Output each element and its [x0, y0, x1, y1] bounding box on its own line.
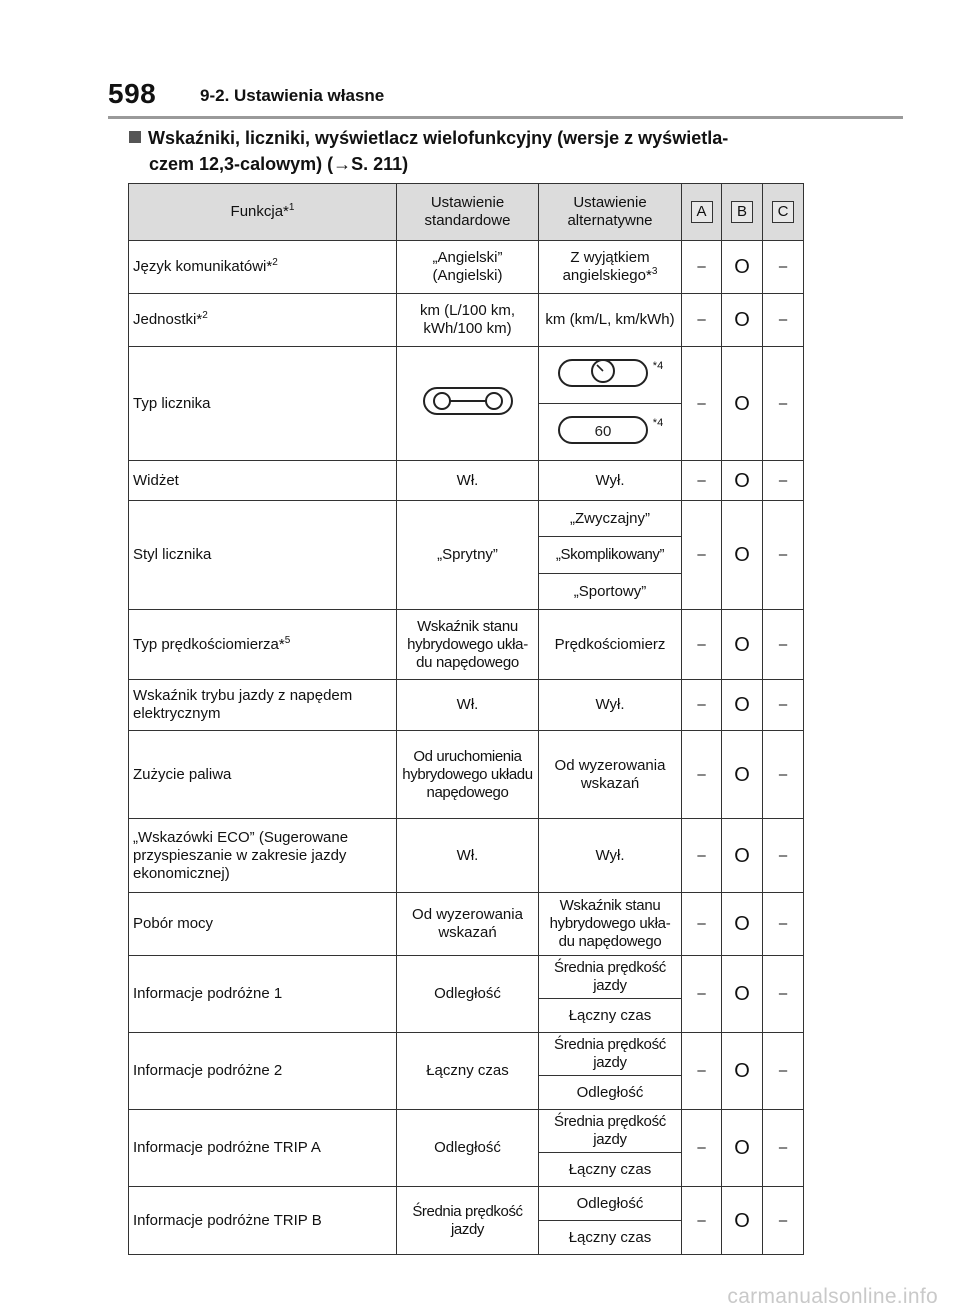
mark-c: –: [763, 1187, 804, 1255]
mark-c: –: [763, 501, 804, 610]
mark-a: –: [682, 347, 722, 461]
footnote-4: *4: [652, 359, 664, 372]
letter-a-icon: A: [691, 201, 713, 223]
table-row: [129, 731, 804, 819]
default-cell: Odległość: [397, 1110, 539, 1187]
mark-b: O: [722, 956, 763, 1033]
mark-b: O: [722, 1110, 763, 1187]
default-cell: km (L/100 km, kWh/100 km): [397, 294, 539, 347]
alt-cell: „Zwyczajny”: [539, 501, 682, 537]
default-cell: Wł.: [397, 680, 539, 731]
subsection-line2: [129, 151, 809, 177]
svg-text:60: 60: [594, 422, 612, 440]
default-cell: Wskaźnik stanu hybrydowego ukła-du napędowego: [397, 610, 539, 680]
func-cell: Typ licznika: [129, 347, 397, 461]
alt-cell: [539, 404, 682, 461]
table-row: [129, 461, 804, 501]
subsection-line1: Wskaźniki, liczniki, wyświetlacz wielofunkcyjny (wersje z wyświetla-: [148, 128, 729, 148]
alt-cell: Średnia prędkość jazdy: [539, 956, 682, 999]
letter-b-icon: B: [731, 201, 753, 223]
mark-b: O: [722, 241, 763, 294]
mark-a: –: [682, 893, 722, 956]
alt-cell: Wył.: [539, 819, 682, 893]
alt-cell: Wskaźnik stanu hybrydowego ukła-du napędowego: [539, 893, 682, 956]
table-row: [129, 501, 804, 537]
mark-b: O: [722, 819, 763, 893]
alt-cell: Łączny czas: [539, 1221, 682, 1255]
mark-b: O: [722, 1187, 763, 1255]
default-cell: „Sprytny”: [397, 501, 539, 610]
mark-c: –: [763, 294, 804, 347]
table-row: [129, 680, 804, 731]
func-cell: Język komunikatówi*$^2$: [129, 241, 397, 294]
page-number: 598: [108, 78, 157, 109]
header-alternative: Ustawienie alternatywne: [539, 184, 682, 241]
alt-cell: Średnia prędkość jazdy: [539, 1110, 682, 1153]
mark-c: –: [763, 731, 804, 819]
mark-c: –: [763, 610, 804, 680]
default-cell: Odległość: [397, 956, 539, 1033]
table-row: [129, 1187, 804, 1221]
subsection-heading: [129, 125, 809, 177]
dual-gauge-meter-icon: [422, 385, 514, 417]
header-divider: [108, 116, 903, 119]
letter-c-icon: C: [772, 201, 794, 223]
default-cell: Od uruchomienia hybrydowego układu napędowego: [397, 731, 539, 819]
table-row: [129, 1033, 804, 1076]
header-default: Ustawienie standardowe: [397, 184, 539, 241]
alt-cell: Odległość: [539, 1187, 682, 1221]
mark-a: –: [682, 461, 722, 501]
arrow-right-icon: →: [333, 154, 352, 174]
footnote-4: *4: [652, 416, 664, 429]
section-title: 9-2. Ustawienia własne: [200, 86, 385, 105]
alt-cell: „Skomplikowany”: [539, 537, 682, 574]
subsection-line2-start: czem 12,3-calowym) (: [149, 154, 334, 174]
func-cell: Informacje podróżne 1: [129, 956, 397, 1033]
mark-b: O: [722, 1033, 763, 1110]
mark-c: –: [763, 819, 804, 893]
func-cell: Informacje podróżne TRIP A: [129, 1110, 397, 1187]
table-row: [129, 241, 804, 294]
header-col-c: [763, 184, 804, 241]
mark-a: –: [682, 819, 722, 893]
table-row: [129, 893, 804, 956]
alt-cell: Średnia prędkość jazdy: [539, 1033, 682, 1076]
header-col-a: [682, 184, 722, 241]
mark-a: –: [682, 501, 722, 610]
func-cell: Typ prędkościomierza*$^5$: [129, 610, 397, 680]
table-row: [129, 1110, 804, 1153]
mark-c: –: [763, 241, 804, 294]
mark-b: O: [722, 501, 763, 610]
func-cell: Wskaźnik trybu jazdy z napędem elektrycznym: [129, 680, 397, 731]
alt-cell: Prędkościomierz: [539, 610, 682, 680]
mark-a: –: [682, 241, 722, 294]
digital-meter-icon: [557, 414, 649, 446]
mark-c: –: [763, 461, 804, 501]
mark-a: –: [682, 956, 722, 1033]
mark-b: O: [722, 731, 763, 819]
mark-b: O: [722, 893, 763, 956]
default-cell: Wł.: [397, 819, 539, 893]
func-cell: Zużycie paliwa: [129, 731, 397, 819]
func-cell: Informacje podróżne TRIP B: [129, 1187, 397, 1255]
alt-cell: Łączny czas: [539, 1153, 682, 1187]
mark-a: –: [682, 731, 722, 819]
header-function: Funkcja*$^1$: [129, 184, 397, 241]
mark-a: –: [682, 680, 722, 731]
alt-cell: Odległość: [539, 1076, 682, 1110]
func-cell: Pobór mocy: [129, 893, 397, 956]
func-cell: Styl licznika: [129, 501, 397, 610]
table-row: [129, 610, 804, 680]
alt-cell: Od wyzerowania wskazań: [539, 731, 682, 819]
mark-c: –: [763, 956, 804, 1033]
mark-a: –: [682, 1033, 722, 1110]
header-col-b: [722, 184, 763, 241]
mark-a: –: [682, 1187, 722, 1255]
func-cell: Widżet: [129, 461, 397, 501]
default-cell: Średnia prędkość jazdy: [397, 1187, 539, 1255]
mark-a: –: [682, 610, 722, 680]
mark-b: O: [722, 461, 763, 501]
mark-c: –: [763, 1110, 804, 1187]
table-row: [129, 819, 804, 893]
single-dial-meter-icon: [557, 357, 649, 389]
mark-c: –: [763, 893, 804, 956]
mark-b: O: [722, 680, 763, 731]
mark-c: –: [763, 347, 804, 461]
table-row: [129, 347, 804, 404]
alt-cell: Łączny czas: [539, 999, 682, 1033]
table-row: [129, 956, 804, 999]
settings-table: [128, 183, 804, 1255]
func-cell: „Wskazówki ECO” (Sugerowane przyspieszanie w zakresie jazdy ekonomicznej): [129, 819, 397, 893]
watermark: carmanualsonline.info: [727, 1285, 938, 1308]
mark-b: O: [722, 610, 763, 680]
mark-a: –: [682, 294, 722, 347]
func-cell: Jednostki*$^2$: [129, 294, 397, 347]
alt-cell: Wył.: [539, 461, 682, 501]
default-cell: Od wyzerowania wskazań: [397, 893, 539, 956]
alt-cell: Wył.: [539, 680, 682, 731]
mark-a: –: [682, 1110, 722, 1187]
mark-b: O: [722, 347, 763, 461]
alt-cell: „Sportowy”: [539, 574, 682, 610]
mark-b: O: [722, 294, 763, 347]
page-reference-link[interactable]: S. 211): [351, 154, 409, 174]
default-cell: Łączny czas: [397, 1033, 539, 1110]
square-bullet-icon: [129, 131, 141, 143]
alt-cell: Z wyjątkiem angielskiego*$^3$: [539, 241, 682, 294]
default-cell: „Angielski” (Angielski): [397, 241, 539, 294]
mark-c: –: [763, 680, 804, 731]
alt-cell: km (km/L, km/kWh): [539, 294, 682, 347]
page-header: [108, 72, 903, 118]
mark-c: –: [763, 1033, 804, 1110]
func-cell: Informacje podróżne 2: [129, 1033, 397, 1110]
table-header-row: [129, 184, 804, 241]
default-cell: [397, 347, 539, 461]
table-row: [129, 294, 804, 347]
default-cell: Wł.: [397, 461, 539, 501]
alt-cell: [539, 347, 682, 404]
